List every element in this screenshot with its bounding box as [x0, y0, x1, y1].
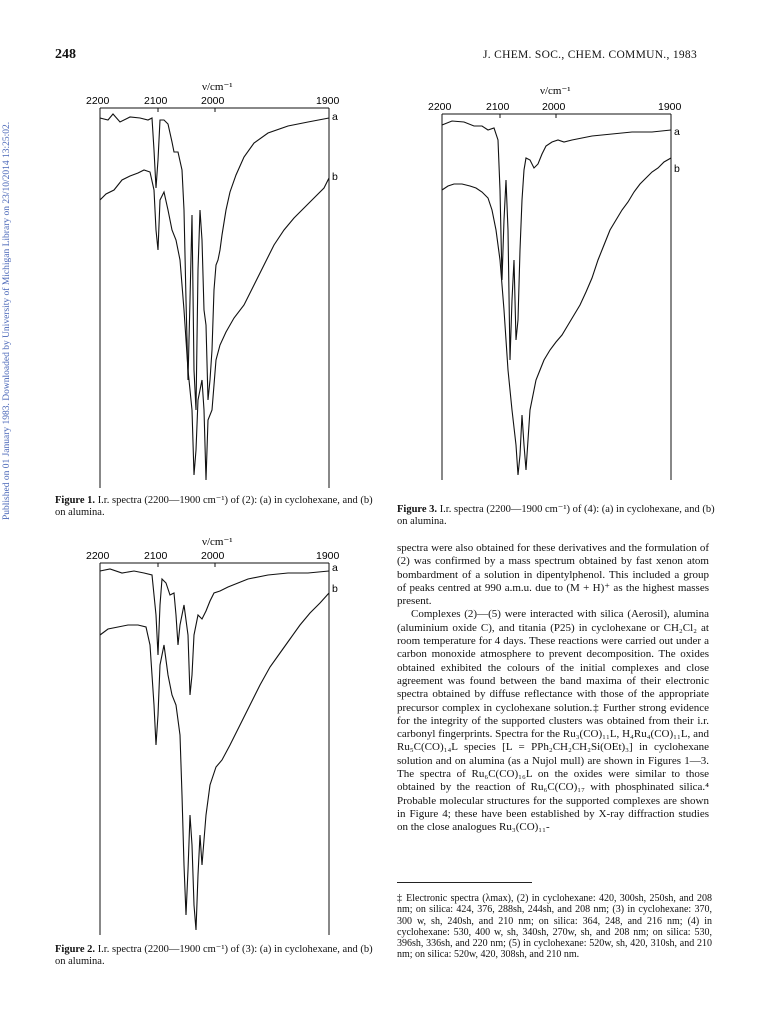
- trace-label-b: b: [674, 163, 680, 175]
- tick-label-2100: 2100: [144, 550, 168, 562]
- figure-2: [88, 535, 358, 943]
- footnote: ‡ Electronic spectra (λmax), (2) in cyclohexane: 420, 300sh, 250sh, and 208 nm; on silica: 424, 376, 288sh, 244sh, and 208 nm; (3) in cyclohexane: 370, 300 w, sh, 240sh, and 210 nm; on silica: 364, 248, and 216 nm; (4) in cyclohexane: 530, 400 w, sh, 340sh, 270w, sh, and 208 nm; on silica: 530, 396sh, 336sh, and 220 nm; (5) in cyclohexane: 520w, sh, 420, 310sh, and 210 nm; on silica: 520w, 420, 308sh, and 210 nm.: [397, 893, 712, 961]
- caption-text: I.r. spectra (2200—1900 cm⁻¹) of (2): (a) in cyclohexane, and (b) on alumina.: [55, 495, 373, 518]
- tick-label-2000: 2000: [542, 101, 566, 113]
- figure-1: [88, 80, 358, 492]
- trace-label-b: b: [332, 171, 338, 183]
- trace-label-a: a: [332, 562, 338, 574]
- tick-label-2200: 2200: [86, 95, 110, 107]
- axis-title: ν/cm⁻¹: [202, 536, 233, 548]
- trace-b: [442, 158, 671, 475]
- trace-label-b: b: [332, 583, 338, 595]
- trace-a: [100, 114, 329, 410]
- figure-3-caption: [397, 504, 717, 528]
- tick-label-2100: 2100: [144, 95, 168, 107]
- tick-label-2000: 2000: [201, 550, 225, 562]
- trace-label-a: a: [674, 126, 680, 138]
- figure-2-caption: [55, 944, 375, 968]
- tick-label-2200: 2200: [86, 550, 110, 562]
- tick-label-2200: 2200: [428, 101, 452, 113]
- trace-label-a: a: [332, 111, 338, 123]
- caption-label: Figure 3.: [397, 504, 438, 515]
- trace-a: [442, 121, 671, 360]
- tick-label-1900: 1900: [658, 101, 682, 113]
- figure-1-plot: [88, 80, 358, 492]
- caption-text: I.r. spectra (2200—1900 cm⁻¹) of (3): (a) in cyclohexane, and (b) on alumina.: [55, 944, 373, 967]
- paragraph-2: Complexes (2)—(5) were interacted with silica (Aerosil), alumina (aluminium oxide C), and titania (P25) in cyclohexane or CH₂Cl₂ at room temperature for 4 days. These reactions were carried out under a carbon monoxide atmosphere to prevent decomposition. The oxides obtained exhibited the colours of the initial complexes and close agreement was found between the band maxima of their electronic spectra obtained by diffuse reflectance with those of the appropriate precursor complex in cyclohexane solution.‡ Further strong evidence for the integrity of the supported clusters was obtained from their i.r. carbonyl fingerprints. Spectra for the Ru₃(CO)₁₁L, H₄Ru₄(CO)₁₁L, and Ru₅C(CO)₁₄L species [L = PPh₂CH₂CH₂Si(OEt)₃] in cyclohexane solution and on alumina (as a Nujol mull) are shown in Figures 1—3. The spectra of Ru₆C(CO)₁₆L on the oxides were similar to those obtained by the reaction of Ru₆C(CO)₁₇ with phosphinated silica.⁴ Probable molecular structures for the supported complexes are shown in Figure 4; these have been established by X-ray diffraction studies on the close analogues Ru₃(CO)₁₁-: [397, 608, 709, 834]
- paragraph-1: spectra were also obtained for these derivatives and the formulation of (2) was confirmed by a mass spectrum obtained by fast xenon atom bombardment of a solution in dipentylphenol. This included a group of peaks centred at 990 a.m.u. due to (M + H)⁺ as the highest masses present.: [397, 542, 709, 608]
- body-text: [397, 542, 709, 835]
- trace-b: [100, 593, 329, 930]
- figure-1-caption: [55, 495, 375, 519]
- footnote-rule: [397, 882, 532, 883]
- tick-label-1900: 1900: [316, 95, 340, 107]
- tick-label-2100: 2100: [486, 101, 510, 113]
- download-notice: Published on 01 January 1983. Downloaded by University of Michigan Library on 23/10/2014 13:25:02.: [2, 121, 12, 520]
- tick-label-1900: 1900: [316, 550, 340, 562]
- caption-label: Figure 1.: [55, 495, 96, 506]
- page-number: 248: [55, 47, 76, 62]
- figure-2-plot: [88, 535, 358, 943]
- axis-title: ν/cm⁻¹: [202, 81, 233, 93]
- caption-text: I.r. spectra (2200—1900 cm⁻¹) of (4): (a) in cyclohexane, and (b) on alumina.: [397, 504, 715, 527]
- figure-3: [428, 80, 702, 492]
- caption-label: Figure 2.: [55, 944, 96, 955]
- figure-3-plot: [428, 80, 702, 492]
- trace-b: [100, 170, 329, 480]
- journal-header: J. CHEM. SOC., CHEM. COMMUN., 1983: [483, 49, 698, 61]
- axis-title: ν/cm⁻¹: [540, 85, 571, 97]
- tick-label-2000: 2000: [201, 95, 225, 107]
